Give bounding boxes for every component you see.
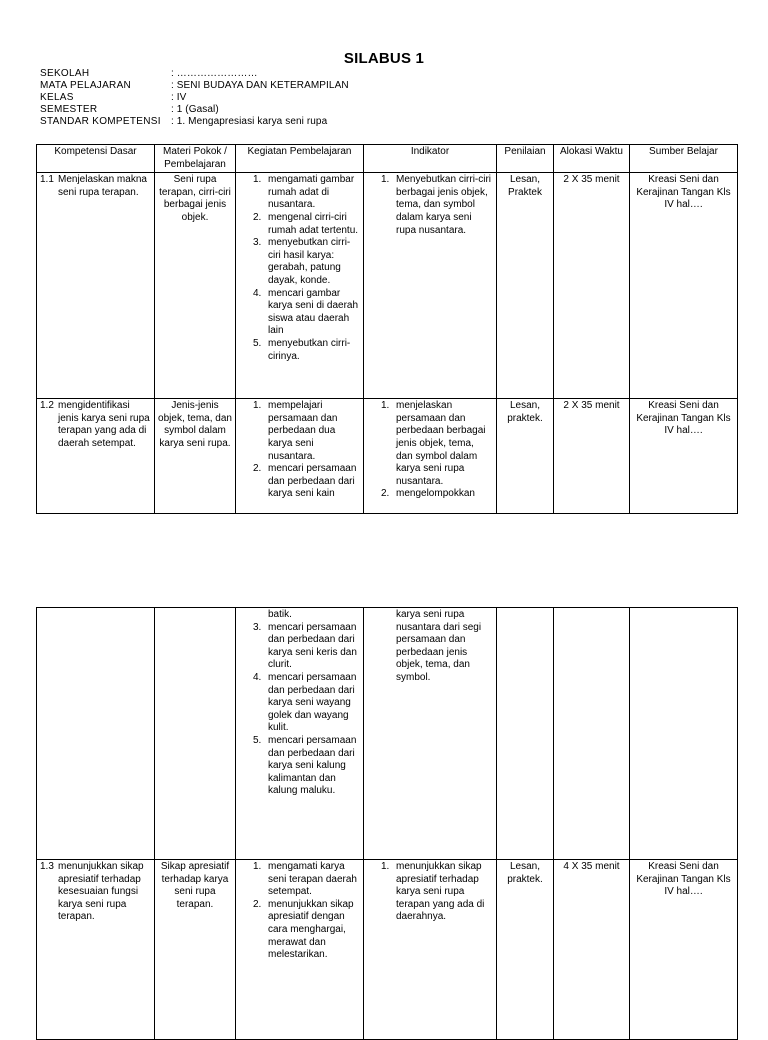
- materi-cell: Seni rupa terapan, cirri-ciri berbagai jenis objek.: [155, 173, 236, 399]
- indikator-cell: [364, 399, 497, 514]
- column-header: Sumber Belajar: [630, 145, 738, 173]
- list-item: 5. mencari persamaan dan perbedaan dari karya seni kalung kalimantan dan kalung maluku.: [253, 734, 357, 797]
- table-row: [37, 399, 738, 514]
- kompetensi-dasar-cell: [37, 608, 155, 860]
- list-item: 1. mengamati karya seni terapan daerah setempat.: [253, 861, 357, 898]
- sumber-cell: Kreasi Seni dan Kerajinan Tangan Kls IV hal….: [630, 860, 738, 1040]
- kd-number: 1.2: [40, 400, 54, 412]
- sumber-cell: [630, 608, 738, 860]
- materi-cell: Sikap apresiatif terhadap karya seni rupa terapan.: [155, 860, 236, 1040]
- header-label: SEMESTER: [40, 104, 98, 115]
- kompetensi-dasar-cell: [37, 860, 155, 1040]
- list-item: 3. menyebutkan cirri-ciri hasil karya: gerabah, patung dayak, konde.: [253, 237, 351, 286]
- kompetensi-dasar-cell: [37, 399, 155, 514]
- kegiatan-list: [239, 400, 360, 501]
- list-item: 3. mencari persamaan dan perbedaan dari karya seni keris dan clurit.: [253, 621, 357, 671]
- syllabus-table: [36, 144, 738, 514]
- table-row-continued: [37, 608, 738, 860]
- table-header-row: [37, 145, 738, 173]
- indikator-list: [367, 400, 493, 501]
- kd-text: mengidentifikasi jenis karya seni rupa terapan yang ada di daerah setempat.: [58, 400, 150, 449]
- table-row: [37, 173, 738, 399]
- kegiatan-continued-text: batik.: [268, 609, 292, 620]
- header-value: : 1. Mengapresiasi karya seni rupa: [171, 116, 328, 127]
- indikator-cell: [364, 173, 497, 399]
- list-item: 5. menyebutkan cirri-cirinya.: [253, 337, 351, 362]
- alokasi-cell: 2 X 35 menit: [554, 399, 630, 514]
- syllabus-table-continued: [36, 607, 738, 1040]
- kegiatan-cell: [236, 860, 364, 1040]
- kegiatan-list: [239, 861, 360, 962]
- materi-cell: [155, 608, 236, 860]
- indikator-list: [367, 174, 493, 237]
- indikator-continued-text: karya seni rupa nusantara dari segi persamaan dan perbedaan jenis objek, tema, dan symbol.: [396, 609, 482, 683]
- column-header: Materi Pokok / Pembelajaran: [155, 145, 236, 173]
- header-label: SEKOLAH: [40, 68, 90, 79]
- kd-text: menunjukkan sikap apresiatif terhadap kesesuaian fungsi karya seni rupa terapan.: [58, 861, 144, 923]
- list-item: 4. mencari gambar karya seni di daerah siswa atau daerah lain: [253, 287, 359, 337]
- header-label: MATA PELAJARAN: [40, 80, 132, 91]
- list-item: 1. menunjukkan sikap apresiatif terhadap karya seni rupa terapan yang ada di daerahnya.: [381, 861, 485, 923]
- list-item: 2. menunjukkan sikap apresiatif dengan cara menghargai, merawat dan melestarikan.: [253, 898, 354, 961]
- kompetensi-dasar-cell: [37, 173, 155, 399]
- list-item: 2. mengelompokkan: [381, 488, 475, 500]
- header-value: : SENI BUDAYA DAN KETERAMPILAN: [171, 80, 349, 91]
- header-value: : 1 (Gasal): [171, 104, 219, 115]
- kegiatan-list: [239, 174, 360, 363]
- alokasi-cell: 2 X 35 menit: [554, 173, 630, 399]
- sumber-cell: Kreasi Seni dan Kerajinan Tangan Kls IV hal….: [630, 173, 738, 399]
- penilaian-cell: Lesan, Praktek: [497, 173, 554, 399]
- list-item: 1. menjelaskan persamaan dan perbedaan berbagai jenis objek, tema, dan symbol dalam karya seni rupa nusantara.: [381, 400, 486, 487]
- alokasi-cell: 4 X 35 menit: [554, 860, 630, 1040]
- kd-number: 1.3: [40, 861, 54, 872]
- header-value: : IV: [171, 92, 187, 103]
- kegiatan-cell: [236, 608, 364, 860]
- penilaian-cell: [497, 608, 554, 860]
- list-item: 2. mencari persamaan dan perbedaan dari karya seni kain: [253, 463, 357, 500]
- list-item: 4. mencari persamaan dan perbedaan dari karya seni wayang golek dan wayang kulit.: [253, 671, 357, 734]
- header-label: STANDAR KOMPETENSI: [40, 116, 161, 127]
- sumber-cell: Kreasi Seni dan Kerajinan Tangan Kls IV hal….: [630, 399, 738, 514]
- indikator-cell: [364, 608, 497, 860]
- indikator-list: [367, 861, 493, 924]
- kegiatan-list: [239, 622, 360, 798]
- header-label: KELAS: [40, 92, 74, 103]
- column-header: Alokasi Waktu: [554, 145, 630, 173]
- kd-number: 1.1: [40, 174, 54, 186]
- penilaian-cell: Lesan, praktek.: [497, 860, 554, 1040]
- kegiatan-cell: [236, 173, 364, 399]
- header-value: : ……………………: [171, 68, 258, 79]
- alokasi-cell: [554, 608, 630, 860]
- column-header: Kegiatan Pembelajaran: [236, 145, 364, 173]
- kd-text: Menjelaskan makna seni rupa terapan.: [58, 174, 147, 198]
- list-item: 2. mengenal cirri-ciri rumah adat tertentu.: [253, 211, 359, 236]
- list-item: 1. Menyebutkan cirri-ciri berbagai jenis objek, tema, dan symbol dalam karya seni rupa nusantara.: [381, 174, 492, 236]
- column-header: Penilaian: [497, 145, 554, 173]
- column-header: Kompetensi Dasar: [37, 145, 155, 173]
- list-item: 1. mempelajari persamaan dan perbedaan dua karya seni nusantara.: [253, 400, 338, 462]
- list-item: 1. mengamati gambar rumah adat di nusantara.: [253, 174, 355, 211]
- kegiatan-cell: [236, 399, 364, 514]
- page-title: SILABUS 1: [343, 50, 425, 67]
- materi-cell: Jenis-jenis objek, tema, dan symbol dalam karya seni rupa.: [155, 399, 236, 514]
- penilaian-cell: Lesan, praktek.: [497, 399, 554, 514]
- column-header: Indikator: [364, 145, 497, 173]
- indikator-cell: [364, 860, 497, 1040]
- table-row: [37, 860, 738, 1040]
